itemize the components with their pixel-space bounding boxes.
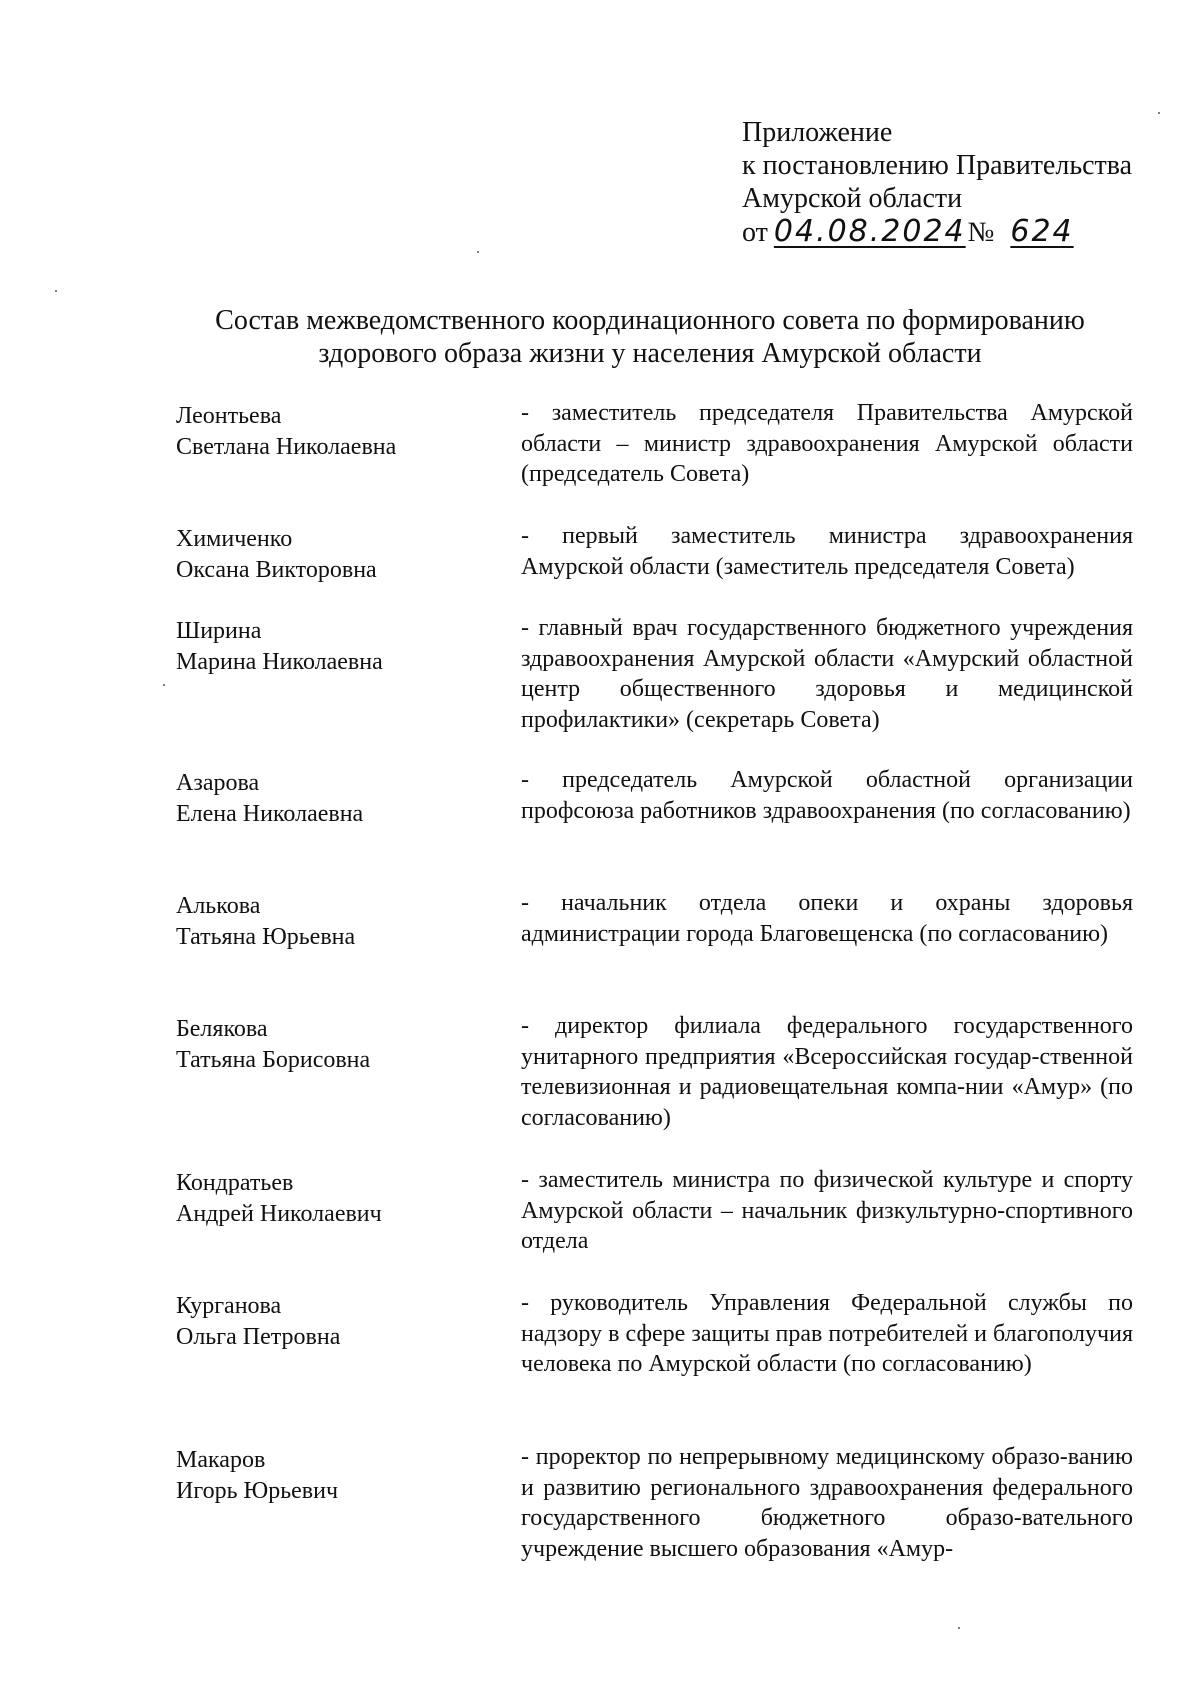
member-given-names: Светлана Николаевна (176, 434, 397, 460)
number-sign: № (967, 217, 995, 248)
member-given-names: Оксана Викторовна (176, 557, 377, 583)
member-name (176, 768, 506, 830)
appendix-date-line (742, 215, 1162, 249)
member-name (176, 1168, 506, 1230)
member-surname: Курганова (176, 1293, 282, 1319)
appendix-region-line: Амурской области (742, 183, 963, 214)
member-role: - директор филиала федерального государственного унитарного предприятия «Всероссийская государ-ственной телевизионная и радиовещательная компа-нии «Амур» (по согласованию) (521, 1013, 1133, 1131)
member-surname: Кондратьев (176, 1170, 294, 1196)
member-given-names: Татьяна Юрьевна (176, 924, 356, 950)
appendix-label: Приложение (742, 117, 893, 148)
member-surname: Белякова (176, 1016, 268, 1042)
member-given-names: Татьяна Борисовна (176, 1047, 371, 1073)
member-name (176, 401, 506, 463)
handwritten-date: 04.08.2024 (773, 214, 966, 249)
member-given-names: Андрей Николаевич (176, 1201, 382, 1227)
member-surname: Алькова (176, 893, 261, 919)
member-surname: Азарова (176, 770, 260, 796)
member-role: - начальник отдела опеки и охраны здоровья администрации города Благовещенска (по согласованию) (521, 890, 1133, 947)
member-role: - председатель Амурской областной организации профсоюза работников здравоохранения (по согласованию) (521, 767, 1133, 824)
member-name (176, 1291, 506, 1353)
member-name (176, 891, 506, 953)
member-role: - проректор по непрерывному медицинскому образо-ванию и развитию регионального здравоохранения федерального государственного бюджетного образо-вательного учреждение высшего образования «Амур- (521, 1444, 1133, 1562)
member-given-names: Марина Николаевна (176, 649, 383, 675)
member-name (176, 616, 506, 678)
document-title (150, 304, 1150, 370)
member-role: - первый заместитель министра здравоохранения Амурской области (заместитель председателя Совета) (521, 523, 1133, 580)
member-surname: Ширина (176, 618, 262, 644)
scan-speck (958, 1627, 960, 1629)
member-given-names: Елена Николаевна (176, 801, 364, 827)
member-surname: Леонтьева (176, 403, 282, 429)
handwritten-number: 624 (1010, 214, 1074, 249)
member-surname: Химиченко (176, 526, 293, 552)
member-role: - заместитель председателя Правительства Амурской области – министр здравоохранения Амурской области (председатель Совета) (521, 400, 1133, 487)
scan-speck (1158, 112, 1160, 114)
appendix-header (742, 116, 1162, 249)
member-given-names: Ольга Петровна (176, 1324, 341, 1350)
scan-speck (55, 290, 57, 292)
member-surname: Макаров (176, 1447, 266, 1473)
title-line-2: здорового образа жизни у населения Амурской области (318, 338, 982, 369)
member-name (176, 524, 506, 586)
title-line-1: Состав межведомственного координационного совета по формированию (215, 305, 1085, 336)
member-name (176, 1445, 506, 1507)
member-role: - руководитель Управления Федеральной службы по надзору в сфере защиты прав потребителей и благополучия человека по Амурской области (по согласованию) (521, 1290, 1133, 1377)
member-role: - заместитель министра по физической культуре и спорту Амурской области – начальник физкультурно-спортивного отдела (521, 1167, 1133, 1254)
scan-speck (163, 684, 165, 686)
appendix-resolution-line: к постановлению Правительства (742, 150, 1133, 181)
date-prefix: от (742, 217, 768, 248)
member-name (176, 1014, 506, 1076)
scan-speck (477, 251, 479, 253)
member-role: - главный врач государственного бюджетного учреждения здравоохранения Амурской области «Амурский областной центр общественного здоровья и медицинской профилактики» (секретарь Совета) (521, 615, 1133, 733)
member-given-names: Игорь Юрьевич (176, 1478, 339, 1504)
